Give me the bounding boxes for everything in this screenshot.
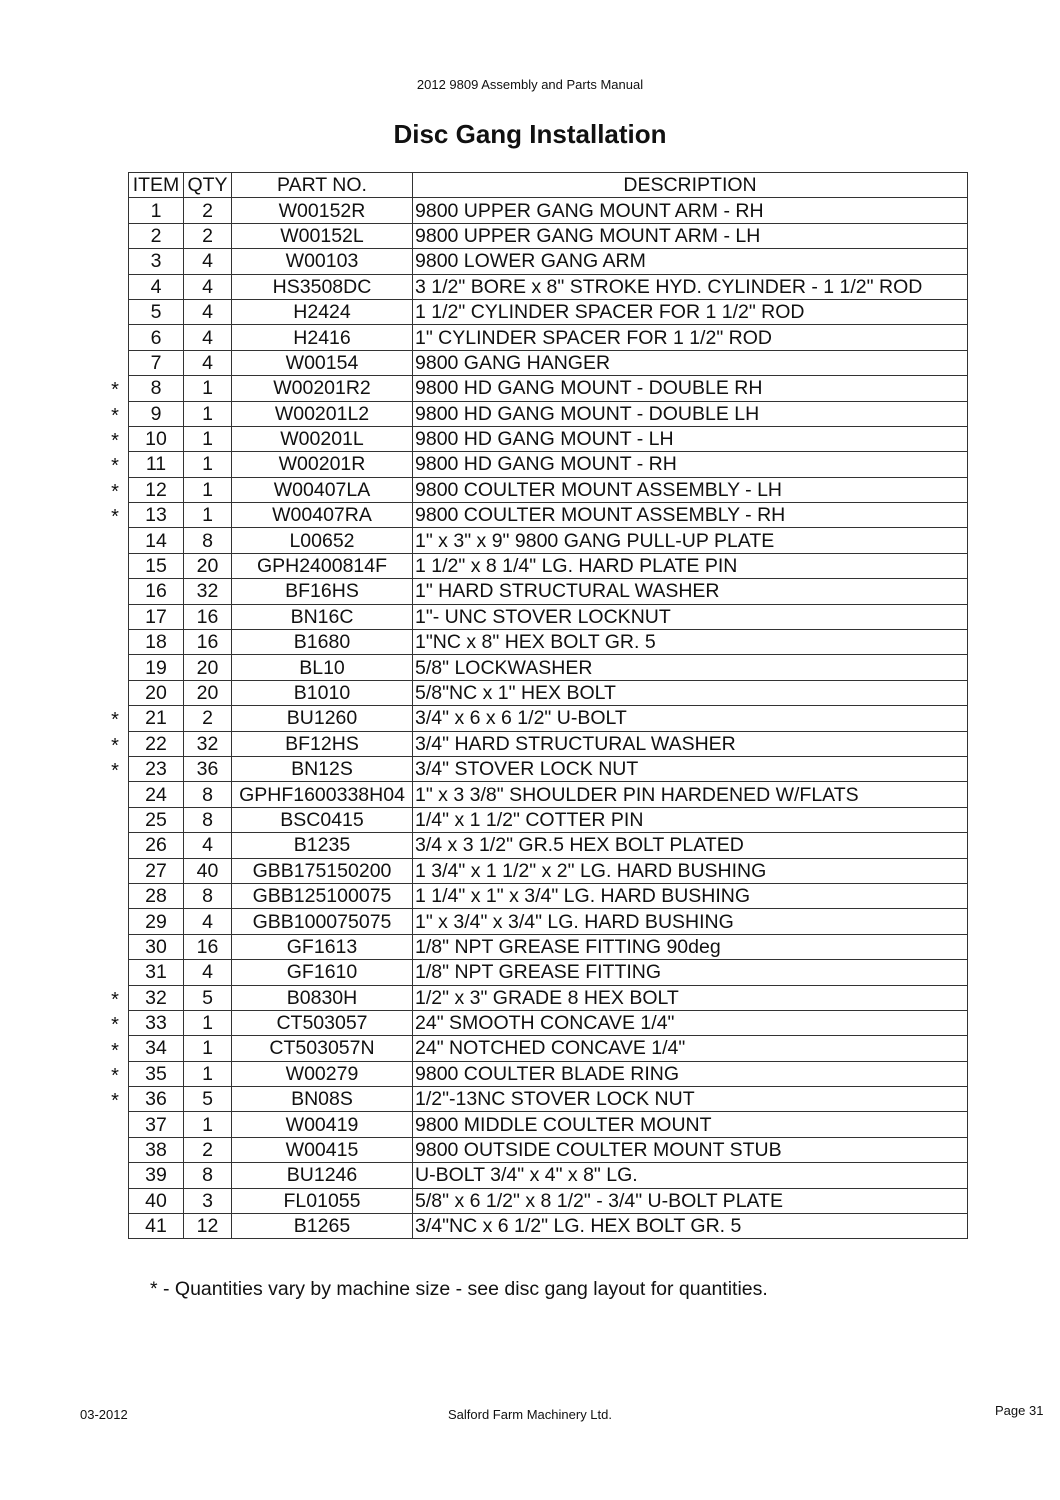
item-cell: 32 <box>129 985 184 1010</box>
table-row <box>129 1061 968 1086</box>
item-cell: 38 <box>129 1137 184 1162</box>
qty-cell: 4 <box>184 833 232 858</box>
description-cell: 1" HARD STRUCTURAL WASHER <box>413 579 968 604</box>
qty-cell: 1 <box>184 477 232 502</box>
item-cell: 5 <box>129 299 184 324</box>
table-row <box>129 299 968 324</box>
item-cell: 12 <box>129 477 184 502</box>
part-number-cell: W00103 <box>232 249 413 274</box>
description-cell: 1" x 3/4" x 3/4" LG. HARD BUSHING <box>413 909 968 934</box>
variable-quantity-marker: * <box>111 379 119 402</box>
item-cell: 18 <box>129 630 184 655</box>
description-cell: 5/8"NC x 1" HEX BOLT <box>413 680 968 705</box>
qty-cell: 4 <box>184 274 232 299</box>
table-row <box>129 909 968 934</box>
table-row <box>129 985 968 1010</box>
description-cell: 9800 COULTER MOUNT ASSEMBLY - RH <box>413 503 968 528</box>
item-cell: 30 <box>129 934 184 959</box>
part-number-cell: GBB100075075 <box>232 909 413 934</box>
table-row <box>129 630 968 655</box>
item-cell: 2 <box>129 223 184 248</box>
table-row <box>129 376 968 401</box>
variable-quantity-marker: * <box>111 404 119 427</box>
description-cell: 9800 GANG HANGER <box>413 350 968 375</box>
part-number-cell: BF16HS <box>232 579 413 604</box>
part-number-cell: B1235 <box>232 833 413 858</box>
part-number-cell: CT503057N <box>232 1036 413 1061</box>
table-row <box>129 477 968 502</box>
item-cell: 37 <box>129 1112 184 1137</box>
qty-cell: 16 <box>184 934 232 959</box>
part-number-cell: H2424 <box>232 299 413 324</box>
description-cell: 3/4 x 3 1/2" GR.5 HEX BOLT PLATED <box>413 833 968 858</box>
qty-cell: 1 <box>184 1036 232 1061</box>
part-number-cell: W00152L <box>232 223 413 248</box>
part-number-cell: BN12S <box>232 756 413 781</box>
part-number-cell: GF1613 <box>232 934 413 959</box>
table-row <box>129 325 968 350</box>
table-row <box>129 782 968 807</box>
description-cell: 9800 HD GANG MOUNT - DOUBLE RH <box>413 376 968 401</box>
item-cell: 22 <box>129 731 184 756</box>
table-row <box>129 1087 968 1112</box>
item-cell: 7 <box>129 350 184 375</box>
qty-cell: 4 <box>184 909 232 934</box>
item-cell: 3 <box>129 249 184 274</box>
table-row <box>129 579 968 604</box>
qty-cell: 20 <box>184 680 232 705</box>
item-cell: 13 <box>129 503 184 528</box>
qty-cell: 8 <box>184 528 232 553</box>
table-row <box>129 680 968 705</box>
qty-cell: 1 <box>184 452 232 477</box>
description-cell: 1 1/4" x 1" x 3/4" LG. HARD BUSHING <box>413 883 968 908</box>
part-number-cell: GBB175150200 <box>232 858 413 883</box>
qty-cell: 8 <box>184 807 232 832</box>
item-cell: 24 <box>129 782 184 807</box>
qty-cell: 4 <box>184 350 232 375</box>
part-number-cell: CT503057 <box>232 1010 413 1035</box>
item-cell: 34 <box>129 1036 184 1061</box>
parts-table <box>128 172 968 1239</box>
variable-quantity-marker: * <box>111 988 119 1011</box>
table-row <box>129 1163 968 1188</box>
part-number-cell: GBB125100075 <box>232 883 413 908</box>
item-cell: 26 <box>129 833 184 858</box>
qty-cell: 40 <box>184 858 232 883</box>
part-number-cell: B1680 <box>232 630 413 655</box>
description-cell: 3/4"NC x 6 1/2" LG. HEX BOLT GR. 5 <box>413 1214 968 1239</box>
part-number-cell: BL10 <box>232 655 413 680</box>
description-cell: 9800 COULTER MOUNT ASSEMBLY - LH <box>413 477 968 502</box>
description-cell: 1"NC x 8" HEX BOLT GR. 5 <box>413 630 968 655</box>
qty-cell: 1 <box>184 426 232 451</box>
item-cell: 40 <box>129 1188 184 1213</box>
qty-cell: 8 <box>184 1163 232 1188</box>
qty-cell: 20 <box>184 553 232 578</box>
footer-page-number: Page 31 <box>995 1403 1044 1418</box>
item-cell: 6 <box>129 325 184 350</box>
page-title: Disc Gang Installation <box>393 119 667 149</box>
item-cell: 19 <box>129 655 184 680</box>
description-cell: 1/4" x 1 1/2" COTTER PIN <box>413 807 968 832</box>
item-cell: 33 <box>129 1010 184 1035</box>
part-number-cell: W00201L2 <box>232 401 413 426</box>
qty-cell: 2 <box>184 1137 232 1162</box>
description-cell: 3 1/2" BORE x 8" STROKE HYD. CYLINDER - 1 1/2" ROD <box>413 274 968 299</box>
footer-date: 03-2012 <box>80 1407 128 1422</box>
item-cell: 4 <box>129 274 184 299</box>
description-cell: 9800 MIDDLE COULTER MOUNT <box>413 1112 968 1137</box>
qty-cell: 2 <box>184 706 232 731</box>
item-cell: 31 <box>129 960 184 985</box>
part-number-cell: BSC0415 <box>232 807 413 832</box>
table-row <box>129 503 968 528</box>
description-cell: 24" SMOOTH CONCAVE 1/4" <box>413 1010 968 1035</box>
table-row <box>129 756 968 781</box>
table-row <box>129 858 968 883</box>
part-number-cell: BU1260 <box>232 706 413 731</box>
variable-quantity-marker: * <box>111 1014 119 1037</box>
table-row <box>129 655 968 680</box>
table-row <box>129 1137 968 1162</box>
table-row <box>129 1112 968 1137</box>
table-row <box>129 553 968 578</box>
variable-quantity-marker: * <box>111 506 119 529</box>
description-cell: 3/4" HARD STRUCTURAL WASHER <box>413 731 968 756</box>
variable-quantity-marker: * <box>111 734 119 757</box>
table-row <box>129 1036 968 1061</box>
qty-cell: 12 <box>184 1214 232 1239</box>
table-row <box>129 833 968 858</box>
table-row <box>129 706 968 731</box>
qty-cell: 32 <box>184 579 232 604</box>
part-number-cell: BN16C <box>232 604 413 629</box>
table-row <box>129 1214 968 1239</box>
part-number-cell: W00152R <box>232 198 413 223</box>
variable-quantity-marker: * <box>111 1039 119 1062</box>
description-cell: 9800 UPPER GANG MOUNT ARM - RH <box>413 198 968 223</box>
table-row <box>129 274 968 299</box>
table-row <box>129 452 968 477</box>
item-cell: 10 <box>129 426 184 451</box>
table-row <box>129 249 968 274</box>
qty-cell: 32 <box>184 731 232 756</box>
qty-cell: 1 <box>184 503 232 528</box>
item-cell: 16 <box>129 579 184 604</box>
qty-cell: 16 <box>184 630 232 655</box>
variable-quantity-marker: * <box>111 760 119 783</box>
item-cell: 29 <box>129 909 184 934</box>
qty-cell: 3 <box>184 1188 232 1213</box>
table-row <box>129 731 968 756</box>
qty-cell: 20 <box>184 655 232 680</box>
qty-cell: 1 <box>184 1112 232 1137</box>
item-cell: 17 <box>129 604 184 629</box>
item-cell: 9 <box>129 401 184 426</box>
description-cell: 1" CYLINDER SPACER FOR 1 1/2" ROD <box>413 325 968 350</box>
part-number-cell: W00201R <box>232 452 413 477</box>
description-cell: 9800 OUTSIDE COULTER MOUNT STUB <box>413 1137 968 1162</box>
description-cell: 1 1/2" CYLINDER SPACER FOR 1 1/2" ROD <box>413 299 968 324</box>
part-number-cell: B1010 <box>232 680 413 705</box>
part-number-cell: W00407LA <box>232 477 413 502</box>
item-cell: 36 <box>129 1087 184 1112</box>
description-cell: 9800 HD GANG MOUNT - RH <box>413 452 968 477</box>
table-row <box>129 960 968 985</box>
qty-cell: 4 <box>184 325 232 350</box>
column-header-description: DESCRIPTION <box>413 173 968 198</box>
part-number-cell: BN08S <box>232 1087 413 1112</box>
qty-cell: 4 <box>184 249 232 274</box>
table-row <box>129 934 968 959</box>
qty-cell: 1 <box>184 1061 232 1086</box>
table-row <box>129 350 968 375</box>
qty-cell: 2 <box>184 198 232 223</box>
item-cell: 15 <box>129 553 184 578</box>
table-row <box>129 198 968 223</box>
qty-cell: 5 <box>184 985 232 1010</box>
part-number-cell: W00407RA <box>232 503 413 528</box>
part-number-cell: GF1610 <box>232 960 413 985</box>
description-cell: 3/4" STOVER LOCK NUT <box>413 756 968 781</box>
description-cell: 1" x 3" x 9" 9800 GANG PULL-UP PLATE <box>413 528 968 553</box>
part-number-cell: BF12HS <box>232 731 413 756</box>
item-cell: 21 <box>129 706 184 731</box>
variable-quantity-marker: * <box>111 480 119 503</box>
part-number-cell: L00652 <box>232 528 413 553</box>
item-cell: 8 <box>129 376 184 401</box>
table-row <box>129 1010 968 1035</box>
table-header-row <box>129 173 968 198</box>
description-cell: 5/8" LOCKWASHER <box>413 655 968 680</box>
item-cell: 35 <box>129 1061 184 1086</box>
variable-quantity-marker: * <box>111 709 119 732</box>
table-row <box>129 604 968 629</box>
item-cell: 28 <box>129 883 184 908</box>
qty-cell: 1 <box>184 1010 232 1035</box>
table-row <box>129 1188 968 1213</box>
part-number-cell: W00419 <box>232 1112 413 1137</box>
description-cell: 9800 HD GANG MOUNT - LH <box>413 426 968 451</box>
part-number-cell: FL01055 <box>232 1188 413 1213</box>
variable-quantity-marker: * <box>111 455 119 478</box>
description-cell: 9800 UPPER GANG MOUNT ARM - LH <box>413 223 968 248</box>
qty-cell: 8 <box>184 883 232 908</box>
item-cell: 1 <box>129 198 184 223</box>
part-number-cell: BU1246 <box>232 1163 413 1188</box>
part-number-cell: B0830H <box>232 985 413 1010</box>
description-cell: 24" NOTCHED CONCAVE 1/4" <box>413 1036 968 1061</box>
table-row <box>129 883 968 908</box>
part-number-cell: W00154 <box>232 350 413 375</box>
part-number-cell: HS3508DC <box>232 274 413 299</box>
qty-cell: 1 <box>184 376 232 401</box>
part-number-cell: W00415 <box>232 1137 413 1162</box>
column-header-item: ITEM <box>129 173 184 198</box>
item-cell: 23 <box>129 756 184 781</box>
item-cell: 41 <box>129 1214 184 1239</box>
part-number-cell: W00279 <box>232 1061 413 1086</box>
qty-cell: 8 <box>184 782 232 807</box>
qty-cell: 36 <box>184 756 232 781</box>
column-header-part-no: PART NO. <box>232 173 413 198</box>
table-row <box>129 223 968 248</box>
part-number-cell: GPHF1600338H04 <box>232 782 413 807</box>
description-cell: 3/4" x 6 x 6 1/2" U-BOLT <box>413 706 968 731</box>
item-cell: 11 <box>129 452 184 477</box>
description-cell: 9800 LOWER GANG ARM <box>413 249 968 274</box>
table-row <box>129 401 968 426</box>
description-cell: 9800 HD GANG MOUNT - DOUBLE LH <box>413 401 968 426</box>
description-cell: 9800 COULTER BLADE RING <box>413 1061 968 1086</box>
quantity-note: * - Quantities vary by machine size - see disc gang layout for quantities. <box>150 1278 768 1300</box>
table-row <box>129 426 968 451</box>
qty-cell: 5 <box>184 1087 232 1112</box>
description-cell: U-BOLT 3/4" x 4" x 8" LG. <box>413 1163 968 1188</box>
item-cell: 20 <box>129 680 184 705</box>
item-cell: 25 <box>129 807 184 832</box>
column-header-qty: QTY <box>184 173 232 198</box>
description-cell: 5/8" x 6 1/2" x 8 1/2" - 3/4" U-BOLT PLATE <box>413 1188 968 1213</box>
description-cell: 1 3/4" x 1 1/2" x 2" LG. HARD BUSHING <box>413 858 968 883</box>
qty-cell: 4 <box>184 960 232 985</box>
description-cell: 1"- UNC STOVER LOCKNUT <box>413 604 968 629</box>
part-number-cell: W00201L <box>232 426 413 451</box>
part-number-cell: GPH2400814F <box>232 553 413 578</box>
description-cell: 1/8" NPT GREASE FITTING 90deg <box>413 934 968 959</box>
footer-company: Salford Farm Machinery Ltd. <box>447 1407 612 1422</box>
item-cell: 14 <box>129 528 184 553</box>
part-number-cell: W00201R2 <box>232 376 413 401</box>
description-cell: 1" x 3 3/8" SHOULDER PIN HARDENED W/FLATS <box>413 782 968 807</box>
item-cell: 27 <box>129 858 184 883</box>
variable-quantity-marker: * <box>111 1090 119 1113</box>
qty-cell: 16 <box>184 604 232 629</box>
description-cell: 1/8" NPT GREASE FITTING <box>413 960 968 985</box>
manual-header: 2012 9809 Assembly and Parts Manual <box>416 77 644 92</box>
variable-quantity-marker: * <box>111 1065 119 1087</box>
item-cell: 39 <box>129 1163 184 1188</box>
qty-cell: 2 <box>184 223 232 248</box>
table-row <box>129 528 968 553</box>
table-row <box>129 807 968 832</box>
qty-cell: 1 <box>184 401 232 426</box>
part-number-cell: B1265 <box>232 1214 413 1239</box>
part-number-cell: H2416 <box>232 325 413 350</box>
qty-cell: 4 <box>184 299 232 324</box>
description-cell: 1 1/2" x 8 1/4" LG. HARD PLATE PIN <box>413 553 968 578</box>
description-cell: 1/2"-13NC STOVER LOCK NUT <box>413 1087 968 1112</box>
description-cell: 1/2" x 3" GRADE 8 HEX BOLT <box>413 985 968 1010</box>
variable-quantity-marker: * <box>111 430 119 452</box>
